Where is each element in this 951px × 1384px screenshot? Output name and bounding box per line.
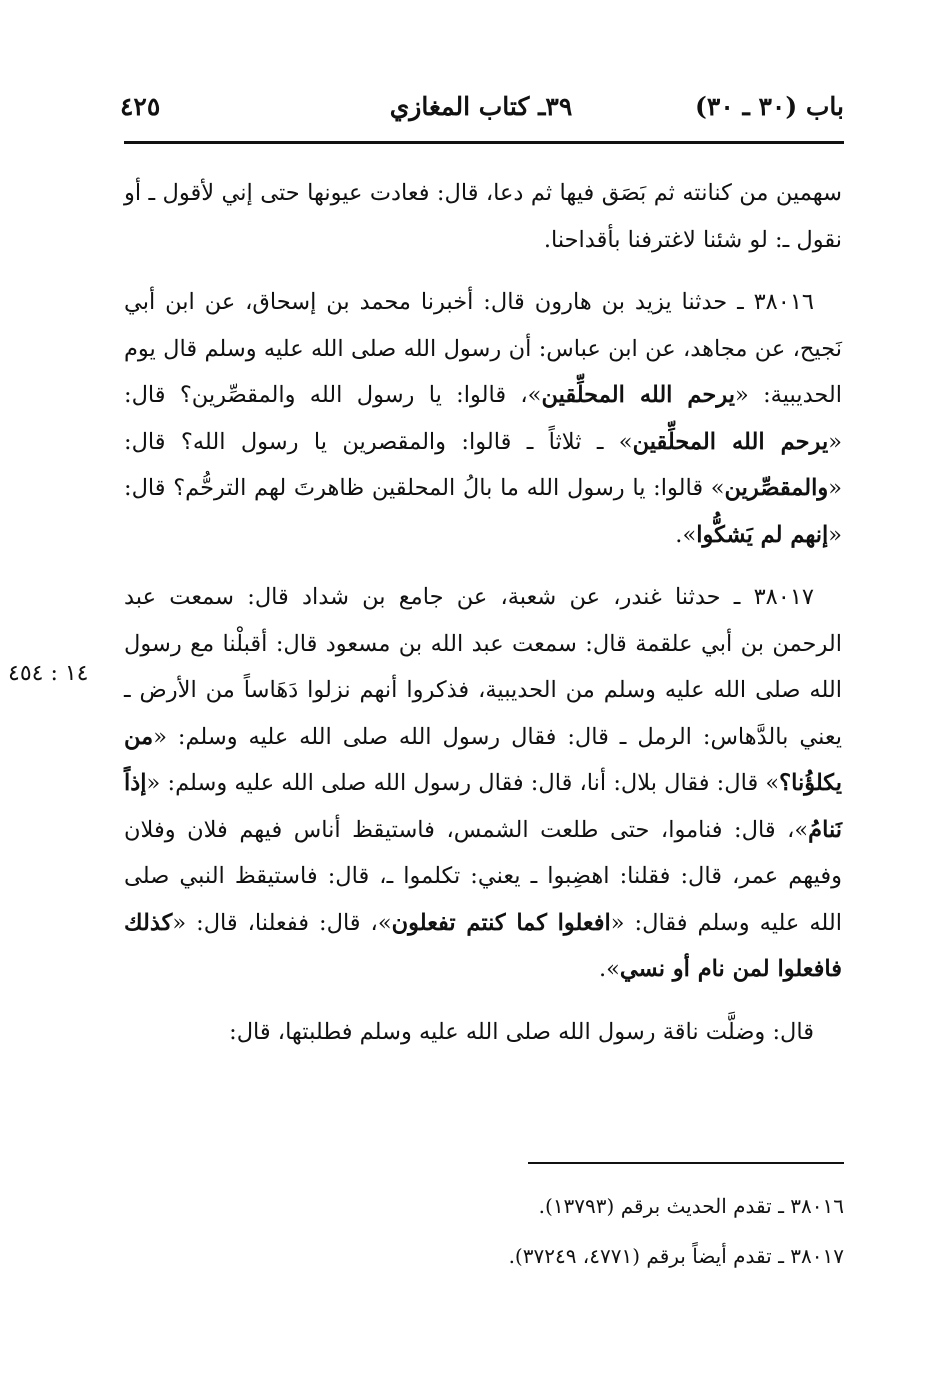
quoted-saying: إذاً نَنامُ — [124, 770, 842, 843]
narration-text: »، قال: ففعلنا، قال: « — [172, 909, 392, 936]
footnote-38016: ٣٨٠١٦ ـ تقدم الحديث برقم (١٣٧٩٣). — [538, 1194, 844, 1218]
narration-text: ٣٨٠١٧ ـ حدثنا غندر، عن شعبة، عن جامع بن شداد قال: سمعت عبد الرحمن بن أبي علقمة قال: سمعت عبد الله بن مسعود قال: أقبلْنا مع رسول الله صلى الله عليه وسلم من الحديبية، فذكروا أنهم نزلوا دَهَاساً من الأرض ـ يعني بالدَّهاس: الرمل ـ قال: فقال رسول الله صلى الله عليه وسلم: « — [124, 584, 842, 750]
margin-reference: ١٤ : ٤٥٤ — [8, 661, 89, 686]
quoted-saying: والمقصِّرين — [724, 475, 829, 501]
narration-text: »، قالوا: يا رسول الله والمقصِّرين؟ قال: « — [124, 382, 843, 455]
footnotes — [124, 1186, 844, 1276]
header-chapter: باب (٣٠ ـ ٣٠) — [695, 92, 844, 121]
narration-text: »، قال: فناموا، حتى طلعت الشمس، فاستيقظ أناس فيهم فلان وفلان وفيهم عمر، قال: فقلنا: اهضِبوا ـ يعني: تكلموا ـ، قال: فاستيقظ النبي صلى الله عليه وسلم فقال: « — [124, 816, 842, 936]
narration-text: ». — [598, 956, 620, 982]
footnote-38017: ٣٨٠١٧ ـ تقدم أيضاً برقم (٤٧٧١، ٣٧٢٤٩). — [508, 1244, 844, 1268]
header-rule — [124, 141, 844, 144]
page-header — [118, 84, 844, 134]
footnote-rule — [528, 1162, 844, 1164]
paragraph-hadith-38017 — [124, 574, 842, 993]
paragraph-hadith-38016 — [124, 279, 842, 558]
page-number: ٤٢٥ — [120, 92, 161, 121]
narration-text: » قال: فقال بلال: أنا، قال: فقال رسول الله صلى الله عليه وسلم: « — [146, 770, 780, 796]
header-book-title: ٣٩ـ كتاب المغازي — [389, 92, 573, 121]
quoted-saying: يرحم الله المحلِّقين — [541, 382, 735, 408]
body-text — [124, 170, 842, 1055]
quoted-saying: من يكلؤُنا؟ — [124, 723, 842, 796]
narration-text: ». — [675, 521, 697, 548]
quoted-saying: إنهم لم يَشكُّوا — [696, 521, 829, 548]
narration-text: قال: وضلَّت ناقة رسول الله صلى الله عليه وسلم فطلبتها، قال: — [229, 1018, 814, 1045]
narration-text: سهمين من كنانته ثم بَصَق فيها ثم دعا، قال: فعادت عيونها حتى إني لأقول ـ أو نقول ـ: لو شئنا لاغترفنا بأقداحنا. — [124, 180, 842, 253]
paragraph-continuation-end — [124, 1009, 842, 1056]
quoted-saying: كذلك فافعلوا لمن نام أو نسي — [124, 909, 842, 982]
narration-text: » ـ ثلاثاً ـ قالوا: والمقصرين يا رسول الله؟ قال: « — [124, 428, 842, 501]
paragraph-continuation — [124, 170, 842, 263]
narration-text: » قالوا: يا رسول الله ما بالُ المحلقين ظاهرتَ لهم الترحُّم؟ قال: « — [124, 475, 842, 548]
narration-text: ٣٨٠١٦ ـ حدثنا يزيد بن هارون قال: أخبرنا محمد بن إسحاق، عن ابن أبي نَجيح، عن مجاهد، عن ابن عباس: أن رسول الله صلى الله عليه وسلم قال يوم الحديبية: « — [124, 289, 843, 408]
quoted-saying: يرحم الله المحلِّقين — [632, 428, 829, 455]
quoted-saying: افعلوا كما كنتم تفعلون — [391, 909, 611, 936]
